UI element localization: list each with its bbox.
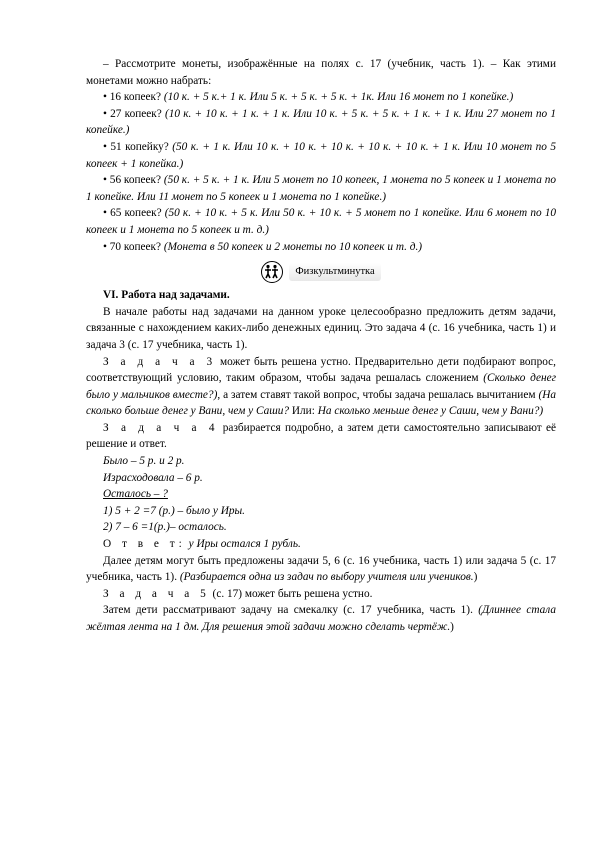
coin-question: 16 копеек? [109,91,162,104]
paragraph-task-4 [86,420,556,453]
bullet-icon: • [103,174,110,187]
solution-line-3 [86,486,556,503]
coin-answer: (Монета в 50 копеек и 2 монеты по 10 копеек и т. д.) [163,240,423,253]
coin-answer: (10 к. + 5 к.+ 1 к. Или 5 к. + 5 к. + 5 к. + 1к. Или 16 монет по 1 копейке.) [163,91,514,104]
task-3-text-2: , а затем ставят такой вопрос, чтобы задача решалась вычитанием [217,388,539,401]
paragraph-puzzle [86,602,556,635]
bullet-icon: • [103,240,110,253]
coin-question: 70 копеек? [109,240,162,253]
bullet-icon: • [103,91,110,104]
coin-question-item [86,89,556,106]
answer-label: О т в е т: [103,538,186,551]
fizminutka-label: Физкультминутка [289,263,380,282]
coin-answer: (50 к. + 1 к. Или 10 к. + 10 к. + 10 к. + 10 к. + 10 к. + 1 к. Или 10 монет по 5 копеек + 1 копейка.) [86,140,556,170]
paragraph-task-3 [86,354,556,420]
coin-question-item [86,239,556,256]
puzzle-close: ) [450,621,454,633]
further-tasks-close: ) [473,571,478,584]
task-3-label: З а д а ч а 3 [103,355,217,368]
intro-text-1: – Рассмотрите монеты, изображённые на полях с. 17 (учебник, часть 1). – [103,58,497,70]
intro-text-2: Как этими монетами можно набрать: [86,58,556,87]
paragraph-intro-tasks: В начале работы над задачами на данном уроке целесообразно предложить детям задачи, связанные с нахождением каких-либо денежных единиц. Это задача 4 (с. 16 учебника, часть 1) и задача 3 (с. 17 учебника, часть 1). [86,305,556,351]
coin-answer: (50 к. + 5 к. + 1 к. Или 5 монет по 10 копеек, 1 монета по 5 копеек и 1 монета по 1 копейке. Или 11 монет по 5 копеек и 1 монета по 1 копейке.) [86,174,557,203]
task-4-label: З а д а ч а 4 [103,421,219,434]
task-3-question-diff: (На сколько больше денег у Вани, чем у Саши? [86,388,557,418]
task-5-text: (с. 17) может быть решена устно. [209,587,373,600]
solution-line-2: Израсходовала – 6 р. [103,471,203,484]
fizminutka-figures-icon [261,261,283,283]
coin-question: 65 копеек? [110,207,162,220]
solution-line-1: Было – 5 р. и 2 р. [103,455,185,468]
bullet-icon: • [103,107,111,120]
coin-answer: (50 к. + 10 к. + 5 к. Или 50 к. + 10 к. + 5 монет по 1 копейке. Или 6 монет по 10 копеек и 1 монета по 5 копеек и т. д.) [86,207,557,236]
bullet-icon: • [103,207,111,220]
page-content [86,56,556,636]
paragraph-further-tasks [86,553,556,586]
coin-question-list [86,89,556,255]
intro-line [86,56,556,89]
task-3-text: может быть решена устно. Предварительно дети подбирают вопрос, соответствующий условию, таким образом, чтобы задача решалась сложением [86,355,556,385]
task-5-label: З а д а ч а 5 [103,587,210,600]
further-tasks-text: Далее детям могут быть предложены задачи 5, 6 (с. 16 учебника, часть 1) или задача 5 (с. 17 учебника, часть 1). [86,554,556,584]
task-4-text: разбирается подробно, а затем дети самостоятельно записывают её решение и ответ. [86,421,556,451]
coin-question-item [86,172,556,205]
coin-question: 56 копеек? [109,174,162,187]
coin-question: 51 копейку? [110,140,169,153]
answer-text: у Иры остался 1 рубль. [185,538,301,551]
coin-question-item [86,205,556,238]
task-3-text-3: Или: [289,405,318,418]
solution-step-1: 1) 5 + 2 =7 (р.) – было у Иры. [103,504,246,517]
task-3-question-diff-2: На сколько меньше денег у Саши, чем у Вани?) [317,405,544,418]
coin-question-item [86,106,556,139]
coin-question: 27 копеек? [110,107,162,120]
task-3-question-sum: (Сколько денег было у мальчиков вместе?) [86,372,556,401]
bullet-icon: • [103,140,111,153]
further-tasks-note: (Разбирается одна из задач по выбору учителя или учеников. [179,571,474,584]
paragraph-task-5 [86,586,556,603]
solution-step-2: 2) 7 – 6 =1(р.)– осталось. [103,521,227,534]
solution-answer [86,536,556,553]
coin-question-item [86,139,556,172]
puzzle-text: Затем дети рассматривают задачу на смекалку (с. 17 учебника, часть 1). [103,604,479,617]
coin-answer: (10 к. + 10 к. + 1 к. + 1 к. Или 10 к. + 5 к. + 5 к. + 1 к. + 1 к. Или 27 монет по 1 копейке.) [86,107,556,137]
fizminutka-banner [86,259,556,285]
section-heading: VI. Работа над задачами. [103,289,230,302]
puzzle-note: (Длиннее стала жёлтая лента на 1 дм. Для решения этой задачи можно сделать чертёж. [86,604,556,633]
solution-question: Осталось – ? [103,488,168,501]
